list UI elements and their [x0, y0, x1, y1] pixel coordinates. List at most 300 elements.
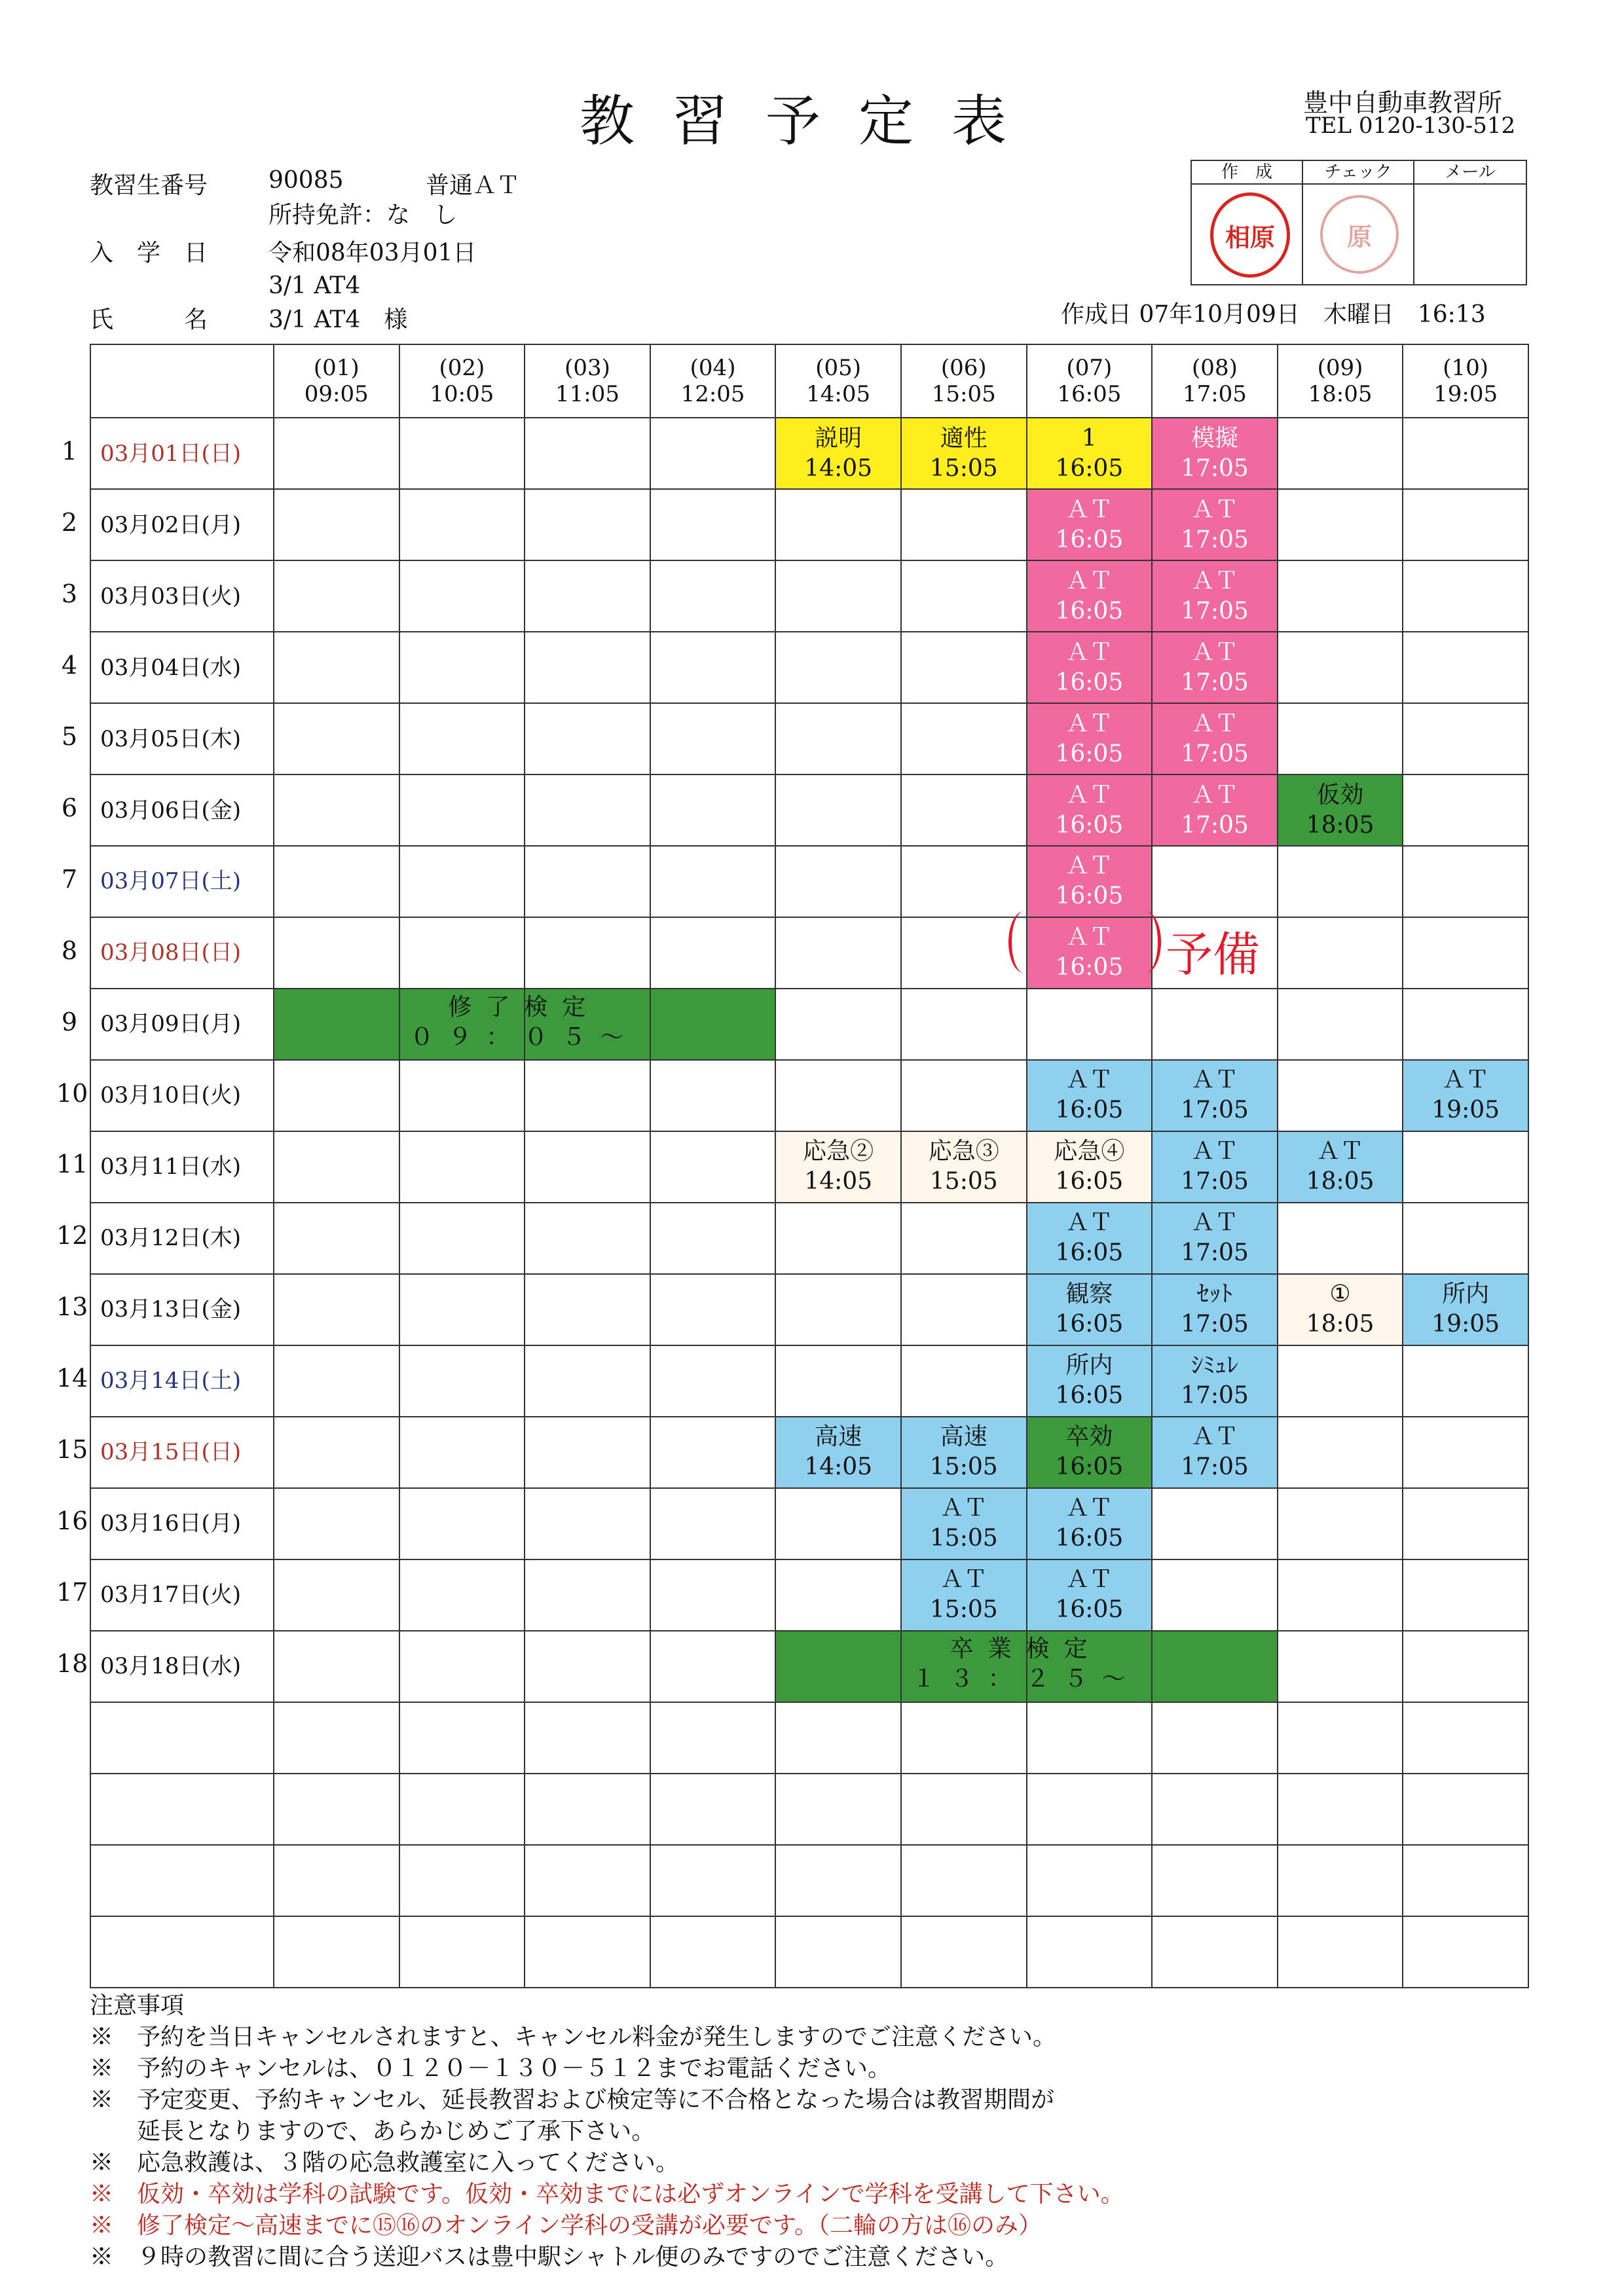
lesson-time: 16:05 [1055, 1453, 1124, 1481]
schedule-cell[interactable] [1278, 1417, 1403, 1488]
schedule-cell[interactable] [1278, 1488, 1403, 1559]
schedule-cell[interactable] [525, 1203, 650, 1274]
schedule-cell[interactable] [901, 1203, 1027, 1274]
lesson-cell[interactable] [1152, 774, 1278, 846]
empty-row [90, 1702, 1528, 1774]
schedule-cell[interactable] [775, 632, 901, 703]
empty-cell[interactable] [775, 1774, 901, 1845]
lesson-cell[interactable] [1027, 1417, 1153, 1488]
lesson-cell[interactable] [901, 1488, 1027, 1559]
schedule-cell[interactable] [1152, 989, 1278, 1060]
schedule-cell[interactable] [525, 632, 650, 703]
lesson-cell[interactable] [901, 1417, 1027, 1488]
slot-header [274, 344, 399, 418]
schedule-cell[interactable] [650, 1417, 776, 1488]
day-row [90, 1203, 1528, 1274]
lesson-cell[interactable] [901, 418, 1027, 489]
empty-cell[interactable] [1403, 1845, 1528, 1916]
schedule-cell[interactable] [650, 1488, 776, 1559]
slot-time: 19:05 [1433, 381, 1498, 408]
schedule-cell[interactable] [274, 1060, 399, 1131]
schedule-cell[interactable] [274, 1488, 399, 1559]
lesson-label: ＡＴ [1065, 852, 1113, 880]
empty-cell[interactable] [1403, 1702, 1528, 1774]
lesson-label: 所内 [1442, 1281, 1490, 1308]
lesson-cell[interactable] [1027, 1131, 1153, 1203]
empty-cell[interactable] [901, 1774, 1027, 1845]
empty-cell[interactable] [1278, 1702, 1403, 1774]
schedule-cell[interactable] [901, 1345, 1027, 1417]
slot-number: (07) [1066, 355, 1113, 382]
schedule-cell[interactable] [525, 917, 650, 989]
schedule-cell[interactable] [775, 1060, 901, 1131]
empty-cell[interactable] [90, 1774, 274, 1845]
schedule-cell[interactable] [775, 1274, 901, 1345]
name-label: 氏 名 [90, 306, 208, 333]
empty-cell[interactable] [901, 1916, 1027, 1988]
empty-cell[interactable] [1152, 1845, 1278, 1916]
schedule-cell[interactable] [1278, 489, 1403, 560]
day-row [90, 1345, 1528, 1417]
lesson-cell[interactable] [1027, 1488, 1153, 1559]
lesson-time: 19:05 [1431, 1311, 1500, 1338]
schedule-cell[interactable] [274, 489, 399, 560]
empty-cell[interactable] [1403, 1916, 1528, 1988]
empty-cell[interactable] [274, 1845, 399, 1916]
empty-cell[interactable] [399, 1702, 525, 1774]
lesson-label: ＡＴ [1065, 781, 1113, 809]
slot-number: (04) [690, 355, 736, 382]
schedule-cell[interactable] [650, 1203, 776, 1274]
schedule-cell[interactable] [1403, 1417, 1528, 1488]
schedule-cell[interactable] [525, 1488, 650, 1559]
schedule-cell[interactable] [274, 1345, 399, 1417]
lesson-cell[interactable] [1152, 703, 1278, 774]
schedule-cell[interactable] [274, 846, 399, 917]
school-name: 豊中自動車教習所 [1303, 88, 1503, 117]
empty-cell[interactable] [1027, 1916, 1153, 1988]
schedule-cell[interactable] [525, 774, 650, 846]
schedule-cell[interactable] [1403, 1631, 1528, 1702]
lesson-time: 17:05 [1181, 1382, 1249, 1410]
exam-band [273, 993, 775, 1053]
lesson-cell[interactable] [1152, 1274, 1278, 1345]
schedule-cell[interactable] [775, 1203, 901, 1274]
exam-title: 卒業検定 [950, 1635, 1102, 1663]
schedule-cell[interactable] [650, 917, 776, 989]
schedule-cell[interactable] [775, 774, 901, 846]
row-number: 18 [56, 1649, 88, 1678]
schedule-cell[interactable] [1278, 989, 1403, 1060]
schedule-cell[interactable] [274, 703, 399, 774]
lesson-cell[interactable] [1152, 1203, 1278, 1274]
schedule-cell[interactable] [1278, 1345, 1403, 1417]
empty-cell[interactable] [650, 1845, 776, 1916]
day-row [90, 560, 1528, 632]
schedule-cell[interactable] [901, 560, 1027, 632]
schedule-cell[interactable] [1278, 1559, 1403, 1631]
schedule-cell[interactable] [274, 1631, 399, 1702]
schedule-cell[interactable] [1278, 846, 1403, 917]
empty-cell[interactable] [525, 1702, 650, 1774]
lesson-cell[interactable] [1152, 1345, 1278, 1417]
empty-cell[interactable] [1278, 1916, 1403, 1988]
schedule-cell[interactable] [901, 989, 1027, 1060]
empty-row [90, 1774, 1528, 1845]
lesson-label: 応急④ [1054, 1138, 1125, 1165]
schedule-cell[interactable] [1027, 989, 1153, 1060]
schedule-cell[interactable] [1403, 632, 1528, 703]
schedule-cell[interactable] [525, 846, 650, 917]
lesson-cell[interactable] [1278, 774, 1403, 846]
lesson-cell[interactable] [1403, 1060, 1528, 1131]
schedule-cell[interactable] [1278, 418, 1403, 489]
schedule-cell[interactable] [399, 774, 525, 846]
schedule-cell[interactable] [1403, 703, 1528, 774]
schedule-cell[interactable] [775, 917, 901, 989]
schedule-cell[interactable] [650, 418, 776, 489]
schedule-cell[interactable] [775, 989, 901, 1060]
schedule-cell[interactable] [274, 1274, 399, 1345]
schedule-cell[interactable] [525, 1274, 650, 1345]
schedule-cell[interactable] [399, 703, 525, 774]
schedule-cell[interactable] [1403, 1488, 1528, 1559]
schedule-cell[interactable] [901, 1274, 1027, 1345]
schedule-cell[interactable] [274, 1417, 399, 1488]
empty-cell[interactable] [90, 1845, 274, 1916]
schedule-cell[interactable] [399, 1631, 525, 1702]
lesson-cell[interactable] [1027, 1274, 1153, 1345]
schedule-cell[interactable] [1403, 418, 1528, 489]
course: 普通ＡＴ [426, 172, 521, 199]
schedule-cell[interactable] [775, 560, 901, 632]
lesson-label: ＡＴ [1065, 924, 1113, 951]
schedule-cell[interactable] [399, 1131, 525, 1203]
schedule-cell[interactable] [274, 418, 399, 489]
empty-cell[interactable] [1403, 1774, 1528, 1845]
slot-number: (01) [313, 355, 360, 382]
schedule-cell[interactable] [650, 846, 776, 917]
schedule-cell[interactable] [901, 632, 1027, 703]
schedule-cell[interactable] [650, 1559, 776, 1631]
schedule-cell[interactable] [399, 418, 525, 489]
lesson-time: 17:05 [1181, 740, 1249, 767]
slot-time: 09:05 [304, 381, 369, 408]
schedule-cell[interactable] [525, 1559, 650, 1631]
schedule-cell[interactable] [1403, 846, 1528, 917]
lesson-label: ｾｯﾄ [1196, 1281, 1232, 1308]
schedule-cell[interactable] [525, 418, 650, 489]
row-number: 16 [56, 1506, 88, 1535]
day-date: 03月12日(木) [90, 1203, 274, 1274]
schedule-cell[interactable] [1403, 1345, 1528, 1417]
lesson-label: ＡＴ [1190, 496, 1238, 523]
lesson-cell[interactable] [1027, 774, 1153, 846]
lesson-cell[interactable] [1027, 632, 1153, 703]
day-date: 03月18日(水) [90, 1631, 274, 1702]
lesson-label: 観察 [1065, 1281, 1113, 1308]
schedule-cell[interactable] [1403, 774, 1528, 846]
lesson-time: 16:05 [1055, 1596, 1124, 1624]
exam-time: １３：２５～ [912, 1666, 1140, 1693]
empty-cell[interactable] [274, 1702, 399, 1774]
schedule-cell[interactable] [901, 1060, 1027, 1131]
schedule-cell[interactable] [1278, 917, 1403, 989]
schedule-cell[interactable] [775, 1559, 901, 1631]
schedule-cell[interactable] [650, 703, 776, 774]
lesson-time: 16:05 [1055, 454, 1124, 482]
row-number: 17 [56, 1577, 88, 1607]
schedule-cell[interactable] [775, 489, 901, 560]
empty-cell[interactable] [274, 1916, 399, 1988]
slot-header [1278, 344, 1403, 418]
schedule-cell[interactable] [525, 1345, 650, 1417]
empty-cell[interactable] [399, 1774, 525, 1845]
schedule-cell[interactable] [399, 1417, 525, 1488]
lesson-label: ＡＴ [1442, 1066, 1490, 1094]
day-date: 03月09日(月) [90, 989, 274, 1060]
handwritten-paren-right [1130, 911, 1161, 973]
schedule-cell[interactable] [901, 489, 1027, 560]
lesson-label: ＡＴ [1190, 710, 1238, 737]
day-row [90, 1060, 1528, 1131]
group: 3/1 AT4 [268, 272, 361, 299]
enroll-date: 令和08年03月01日 [268, 240, 477, 266]
schedule-cell[interactable] [650, 1631, 776, 1702]
empty-cell[interactable] [1027, 1845, 1153, 1916]
day-date: 03月15日(日) [90, 1417, 274, 1488]
lesson-label: 説明 [815, 424, 862, 452]
schedule-cell[interactable] [775, 846, 901, 917]
lesson-cell[interactable] [1027, 846, 1153, 917]
schedule-cell[interactable] [274, 774, 399, 846]
lesson-label: ＡＴ [940, 1495, 987, 1522]
schedule-cell[interactable] [399, 1274, 525, 1345]
empty-cell[interactable] [775, 1916, 901, 1988]
schedule-cell[interactable] [650, 1274, 776, 1345]
lesson-cell[interactable] [1152, 1131, 1278, 1203]
empty-cell[interactable] [274, 1774, 399, 1845]
schedule-cell[interactable] [901, 917, 1027, 989]
stamp-label-mail: メール [1414, 161, 1526, 185]
schedule-cell[interactable] [1403, 917, 1528, 989]
schedule-cell[interactable] [650, 1345, 776, 1417]
row-number: 13 [56, 1292, 88, 1322]
empty-cell[interactable] [1027, 1702, 1153, 1774]
empty-cell[interactable] [525, 1845, 650, 1916]
schedule-cell[interactable] [399, 1345, 525, 1417]
schedule-cell[interactable] [525, 1131, 650, 1203]
lesson-cell[interactable] [1152, 489, 1278, 560]
schedule-cell[interactable] [901, 703, 1027, 774]
license: 所持免許：な し [268, 202, 458, 228]
schedule-cell[interactable] [399, 1488, 525, 1559]
empty-cell[interactable] [775, 1845, 901, 1916]
schedule-cell[interactable] [525, 1417, 650, 1488]
schedule-cell[interactable] [1403, 1559, 1528, 1631]
empty-cell[interactable] [1278, 1845, 1403, 1916]
lesson-cell[interactable] [1152, 632, 1278, 703]
schedule-cell[interactable] [650, 560, 776, 632]
lesson-cell[interactable] [1027, 560, 1153, 632]
empty-cell[interactable] [901, 1845, 1027, 1916]
schedule-cell[interactable] [525, 489, 650, 560]
lesson-time: 17:05 [1181, 454, 1249, 482]
schedule-cell[interactable] [775, 1345, 901, 1417]
lesson-time: 14:05 [804, 454, 873, 482]
schedule-cell[interactable] [399, 1060, 525, 1131]
stamp-label-check: チェック [1303, 161, 1413, 185]
schedule-cell[interactable] [399, 917, 525, 989]
slot-time: 11:05 [555, 381, 619, 408]
lesson-cell[interactable] [775, 418, 901, 489]
schedule-cell[interactable] [1403, 989, 1528, 1060]
schedule-cell[interactable] [650, 1060, 776, 1131]
note-line: ※ 予定変更、予約キャンセル、延長教習および検定等に不合格となった場合は教習期間が [90, 2086, 1055, 2113]
schedule-cell[interactable] [274, 560, 399, 632]
lesson-time: 17:05 [1181, 1311, 1249, 1338]
checker-stamp: 原 [1320, 195, 1399, 274]
schedule-cell[interactable] [399, 560, 525, 632]
lesson-cell[interactable] [1152, 418, 1278, 489]
schedule-cell[interactable] [274, 1131, 399, 1203]
empty-cell[interactable] [775, 1702, 901, 1774]
schedule-cell[interactable] [1278, 1060, 1403, 1131]
schedule-cell[interactable] [1278, 703, 1403, 774]
empty-cell[interactable] [650, 1702, 776, 1774]
note-line: ※ 修了検定～高速までに⑮⑯のオンライン学科の受講が必要です。（二輪の方は⑯のみ） [90, 2212, 1043, 2239]
empty-cell[interactable] [1027, 1774, 1153, 1845]
schedule-cell[interactable] [650, 1131, 776, 1203]
empty-cell[interactable] [90, 1702, 274, 1774]
lesson-time: 15:05 [929, 1525, 998, 1552]
lesson-cell[interactable] [1403, 1274, 1528, 1345]
schedule-cell[interactable] [901, 774, 1027, 846]
slot-number: (06) [940, 355, 987, 382]
schedule-cell[interactable] [1278, 1631, 1403, 1702]
schedule-cell[interactable] [1403, 560, 1528, 632]
schedule-cell[interactable] [1278, 560, 1403, 632]
schedule-cell[interactable] [775, 703, 901, 774]
schedule-cell[interactable] [1152, 1488, 1278, 1559]
note-line: ※ ９時の教習に間に合う送迎バスは豊中駅シャトル便のみですのでご注意ください。 [90, 2244, 1009, 2270]
lesson-cell[interactable] [901, 1131, 1027, 1203]
lesson-time: 16:05 [1055, 668, 1124, 696]
slot-header [1027, 344, 1153, 418]
empty-cell[interactable] [399, 1845, 525, 1916]
schedule-cell[interactable] [399, 1559, 525, 1631]
note-line: 延長となりますので、あらかじめご了承下さい。 [90, 2118, 655, 2145]
lesson-label: ＡＴ [940, 1566, 987, 1594]
lesson-time: 15:05 [929, 1168, 998, 1195]
lesson-cell[interactable] [1027, 1060, 1153, 1131]
lesson-label: ＡＴ [1190, 638, 1238, 666]
schedule-cell[interactable] [775, 1488, 901, 1559]
note-line: ※ 予約を当日キャンセルされますと、キャンセル料金が発生しますのでご注意ください。 [90, 2024, 1057, 2050]
day-row [90, 703, 1528, 774]
schedule-cell[interactable] [525, 560, 650, 632]
empty-row [90, 1845, 1528, 1916]
empty-cell[interactable] [650, 1774, 776, 1845]
lesson-time: 16:05 [1055, 526, 1124, 553]
lesson-time: 17:05 [1181, 1168, 1249, 1195]
lesson-cell[interactable] [775, 1417, 901, 1488]
schedule-cell[interactable] [1278, 1203, 1403, 1274]
day-row [90, 418, 1528, 489]
corner-cell [90, 344, 274, 418]
lesson-cell[interactable] [1152, 1417, 1278, 1488]
lesson-cell[interactable] [1278, 1274, 1403, 1345]
empty-cell[interactable] [650, 1916, 776, 1988]
schedule-cell[interactable] [399, 632, 525, 703]
row-number: 1 [61, 437, 78, 466]
lesson-cell[interactable] [1027, 1345, 1153, 1417]
empty-cell[interactable] [901, 1702, 1027, 1774]
lesson-cell[interactable] [1027, 418, 1153, 489]
schedule-cell[interactable] [1278, 632, 1403, 703]
lesson-cell[interactable] [1152, 1060, 1278, 1131]
empty-cell[interactable] [525, 1916, 650, 1988]
lesson-cell[interactable] [1027, 1559, 1153, 1631]
schedule-cell[interactable] [274, 1559, 399, 1631]
schedule-cell[interactable] [1152, 846, 1278, 917]
lesson-cell[interactable] [1027, 1203, 1153, 1274]
schedule-cell[interactable] [274, 1203, 399, 1274]
schedule-cell[interactable] [650, 774, 776, 846]
lesson-label: ＡＴ [1190, 1066, 1238, 1094]
lesson-cell[interactable] [775, 1131, 901, 1203]
day-row [90, 846, 1528, 917]
empty-cell[interactable] [90, 1916, 274, 1988]
row-number: 10 [56, 1078, 88, 1108]
empty-cell[interactable] [1278, 1774, 1403, 1845]
schedule-cell[interactable] [525, 1631, 650, 1702]
schedule-cell[interactable] [1403, 489, 1528, 560]
schedule-cell[interactable] [901, 846, 1027, 917]
lesson-cell[interactable] [1278, 1131, 1403, 1203]
row-number: 2 [61, 508, 78, 538]
lesson-cell[interactable] [1027, 489, 1153, 560]
lesson-cell[interactable] [1027, 703, 1153, 774]
schedule-cell[interactable] [399, 1203, 525, 1274]
schedule-cell[interactable] [399, 489, 525, 560]
lesson-cell[interactable] [1152, 560, 1278, 632]
schedule-cell[interactable] [525, 703, 650, 774]
empty-cell[interactable] [1152, 1702, 1278, 1774]
lesson-cell[interactable] [901, 1559, 1027, 1631]
schedule-cell[interactable] [274, 632, 399, 703]
schedule-cell[interactable] [1152, 1559, 1278, 1631]
schedule-cell[interactable] [274, 917, 399, 989]
empty-cell[interactable] [399, 1916, 525, 1988]
lesson-time: 16:05 [1055, 1239, 1124, 1267]
lesson-time: 17:05 [1181, 1239, 1249, 1267]
schedule-cell[interactable] [399, 846, 525, 917]
lesson-label: ＡＴ [1316, 1138, 1364, 1165]
schedule-cell[interactable] [1403, 1131, 1528, 1203]
empty-cell[interactable] [525, 1774, 650, 1845]
schedule-cell[interactable] [650, 489, 776, 560]
schedule-cell[interactable] [525, 1060, 650, 1131]
schedule-cell[interactable] [1403, 1203, 1528, 1274]
schedule-cell[interactable] [650, 632, 776, 703]
lesson-time: 16:05 [1055, 1382, 1124, 1410]
empty-cell[interactable] [1152, 1916, 1278, 1988]
slot-number: (09) [1317, 355, 1363, 382]
lesson-time: 17:05 [1181, 1453, 1249, 1481]
lesson-time: 15:05 [929, 1453, 998, 1481]
empty-cell[interactable] [1152, 1774, 1278, 1845]
